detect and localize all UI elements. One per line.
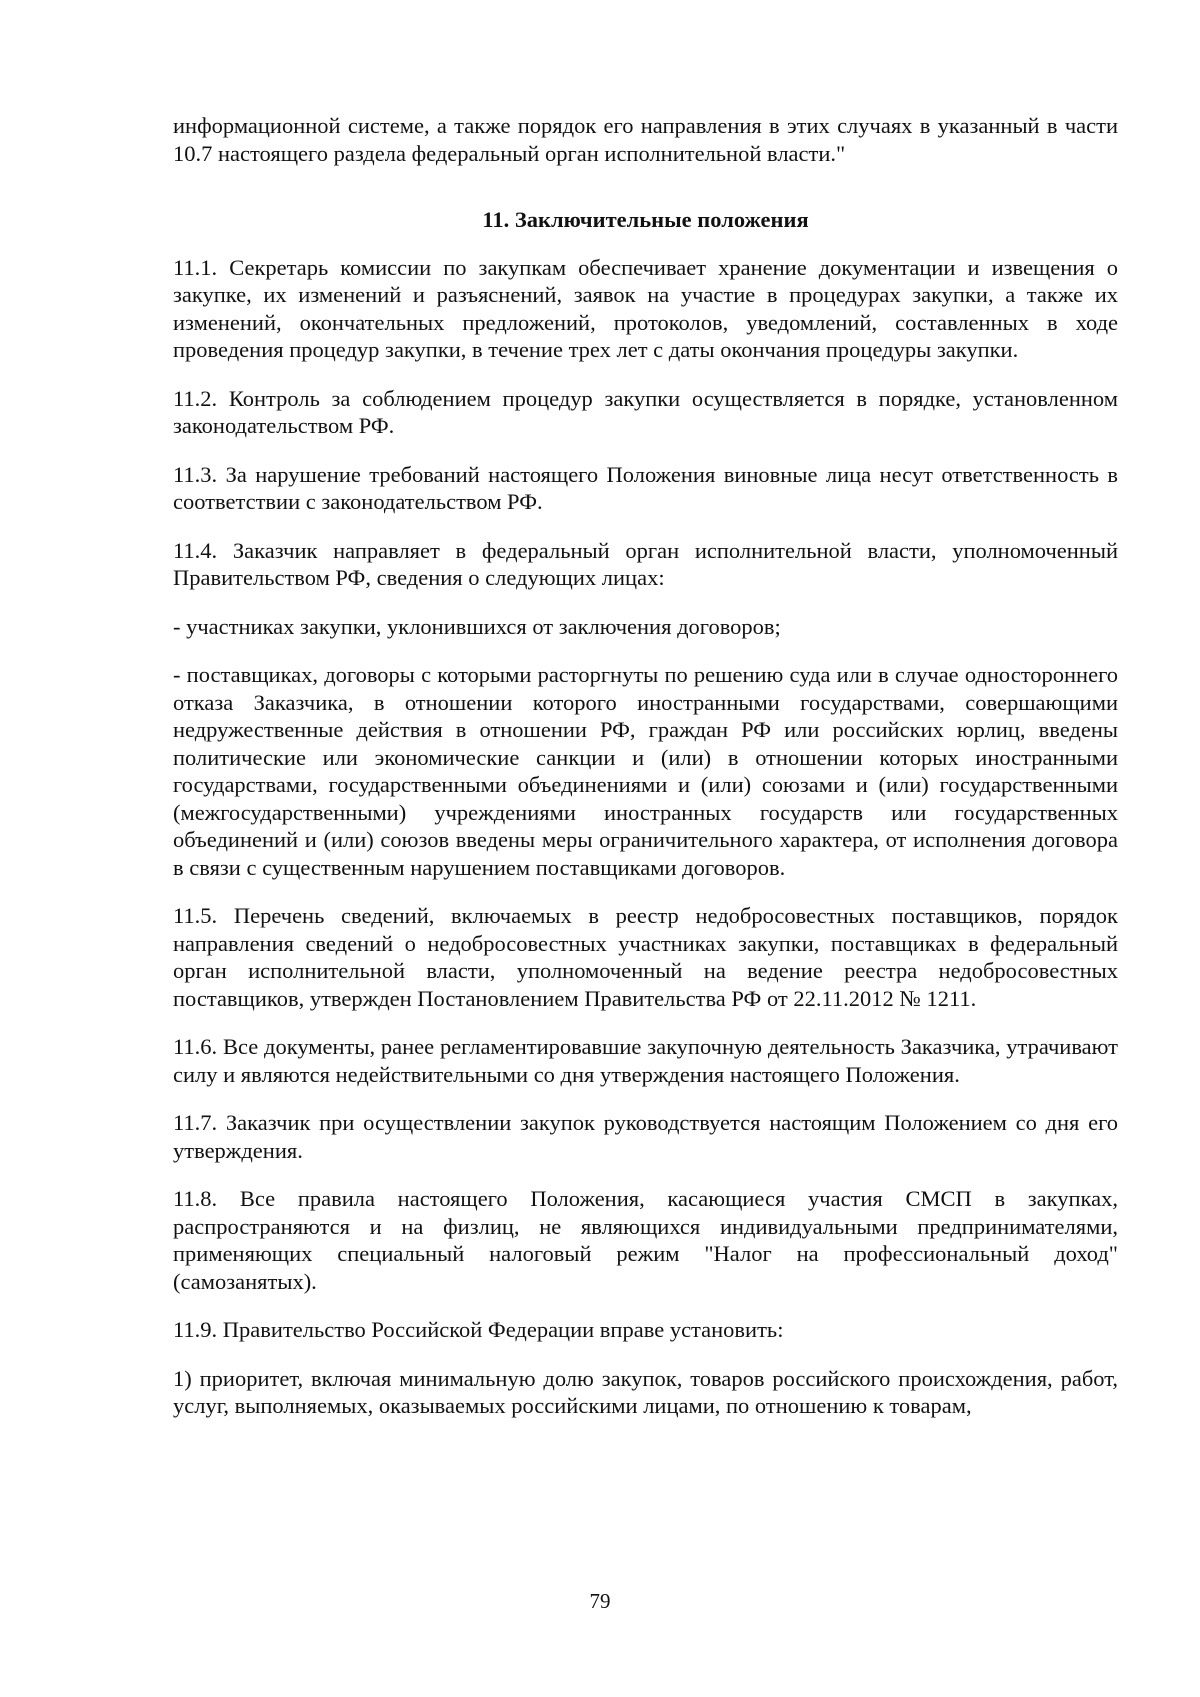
paragraph-11-5: 11.5. Перечень сведений, включаемых в реестр недобросовестных поставщиков, порядок направления сведений о недобросовестных участниках закупки, поставщиках в федеральный орган исполнительной власти, уполномоченный на ведение реестра недобросовестных поставщиков, утвержден Постановлением Правительства РФ от 22.11.2012 № 1211. bbox=[173, 903, 1118, 1011]
paragraph-11-4: 11.4. Заказчик направляет в федеральный орган исполнительной власти, уполномоченный Правительством РФ, сведения о следующих лицах: bbox=[173, 537, 1118, 590]
paragraph-11-3: 11.3. За нарушение требований настоящего Положения виновные лица несут ответственность в соответствии с законодательством РФ. bbox=[173, 461, 1118, 514]
document-page bbox=[173, 112, 1118, 1420]
section-heading: 11. Заключительные положения bbox=[482, 207, 809, 232]
paragraph-11-6: 11.6. Все документы, ранее регламентировавшие закупочную деятельность Заказчика, утрачивают силу и являются недействительными со дня утверждения настоящего Положения. bbox=[173, 1034, 1118, 1087]
page-number: 79 bbox=[589, 1589, 611, 1613]
paragraph-11-8: 11.8. Все правила настоящего Положения, касающиеся участия СМСП в закупках, распространяются и на физлиц, не являющихся индивидуальными предпринимателями, применяющих специальный налоговый режим "Налог на профессиональный доход" (самозанятых). bbox=[173, 1186, 1118, 1294]
list-item-participants: - участниках закупки, уклонившихся от заключения договоров; bbox=[173, 613, 781, 639]
intro-paragraph: информационной системе, а также порядок его направления в этих случаях в указанный в части 10.7 настоящего раздела федеральный орган исполнительной власти." bbox=[173, 113, 1118, 166]
paragraph-11-1: 11.1. Секретарь комиссии по закупкам обеспечивает хранение документации и извещения о закупке, их изменений и разъяснений, заявок на участие в процедурах закупки, а также их изменений, окончательных предложений, протоколов, уведомлений, составленных в ходе проведения процедур закупки, в течение трех лет с даты окончания процедуры закупки. bbox=[173, 254, 1118, 362]
paragraph-11-7: 11.7. Заказчик при осуществлении закупок руководствуется настоящим Положением со дня его утверждения. bbox=[173, 1110, 1118, 1163]
list-item-priority: 1) приоритет, включая минимальную долю закупок, товаров российского происхождения, работ, услуг, выполняемых, оказываемых российскими лицами, по отношению к товарам, bbox=[173, 1365, 1118, 1418]
paragraph-11-9: 11.9. Правительство Российской Федерации вправе установить: bbox=[173, 1317, 784, 1342]
list-item-suppliers: - поставщиках, договоры с которыми расторгнуты по решению суда или в случае одностороннего отказа Заказчика, в отношении которого иностранными государствами, совершающими недружественные действия в отношении РФ, граждан РФ или российских юрлиц, введены политические или экономические санкции и (или) в отношении которых иностранными государствами, государственными объединениями и (или) союзами и (или) государственными (межгосударственными) учреждениями иностранных государств или государственных объединений и (или) союзов введены меры ограничительного характера, от исполнения договора в связи с существенным нарушением поставщиками договоров. bbox=[173, 662, 1118, 880]
paragraph-11-2: 11.2. Контроль за соблюдением процедур закупки осуществляется в порядке, установленном законодательством РФ. bbox=[173, 385, 1118, 438]
